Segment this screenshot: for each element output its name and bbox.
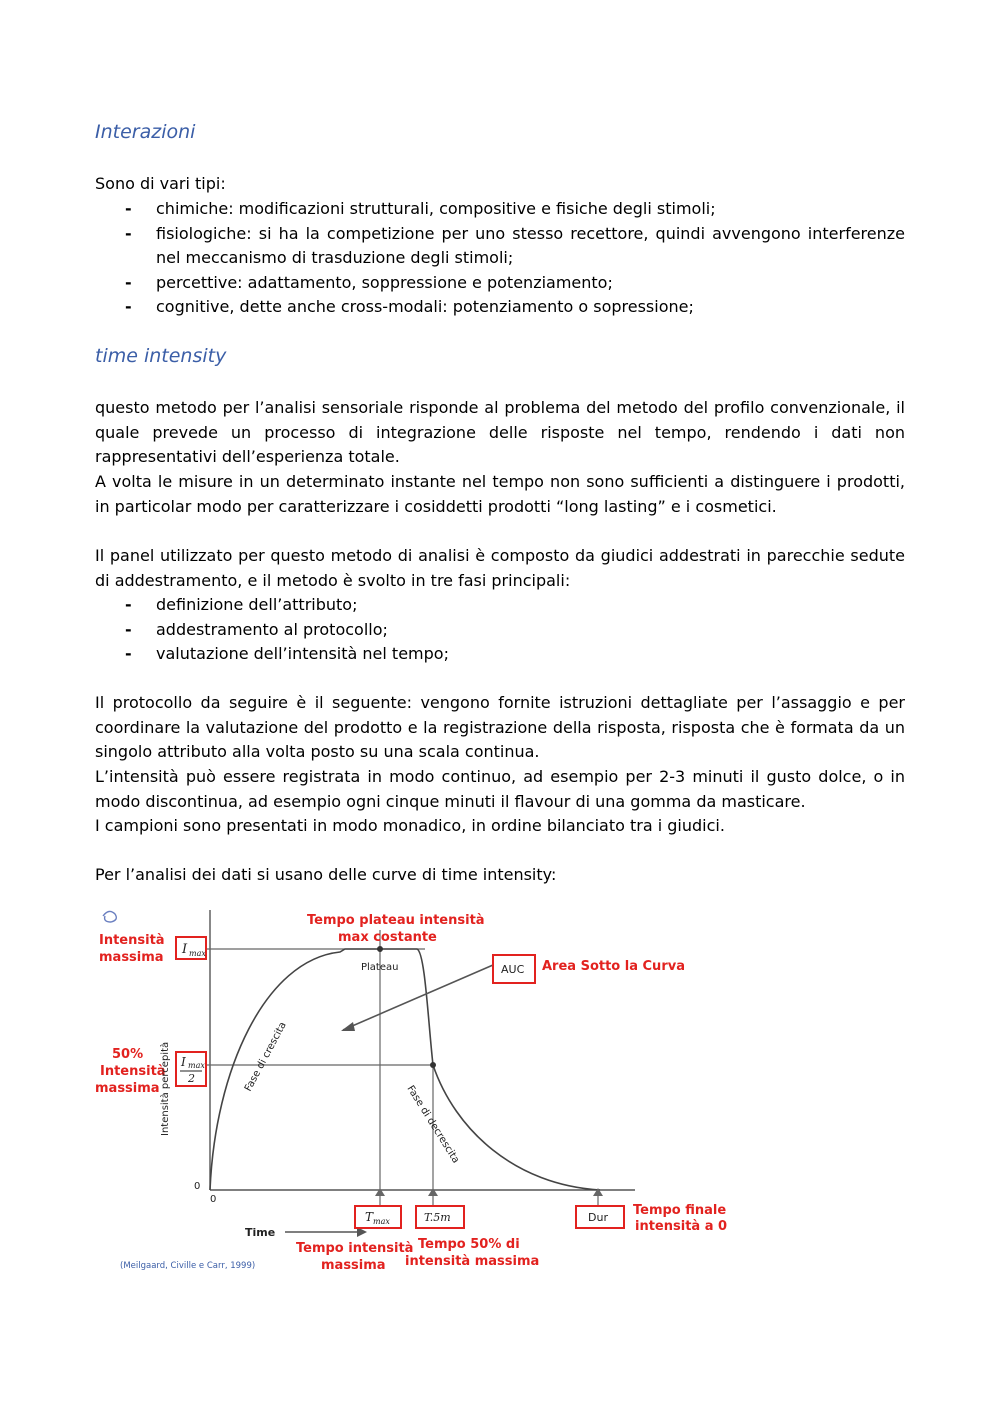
svg-text:max: max — [189, 949, 206, 958]
paragraph: L’intensità può essere registrata in modo continuo, ad esempio per 2-3 minuti il gusto dolce, o in modo discontinua, ad esempio ogni cinque minuti il flavour di una gomma da masticare. — [95, 767, 905, 811]
paragraph: Per l’analisi dei dati si usano delle curve di time intensity: — [95, 865, 557, 884]
svg-text:Intensità: Intensità — [100, 1064, 166, 1079]
svg-text:max costante: max costante — [338, 930, 437, 945]
time-label: Time — [245, 1226, 276, 1239]
list-item: - definizione dell’attributo; — [125, 595, 358, 614]
svg-text:intensità massima: intensità massima — [405, 1254, 540, 1269]
svg-text:max: max — [188, 1061, 205, 1070]
decay-phase-label: Fase di decrescita — [404, 1083, 462, 1166]
paragraph: Il protocollo da seguire è il seguente: vengono fornite istruzioni dettagliate per l’assaggio e per coordinare la valutazione del prodotto e la registrazione della risposta, risposta che è formata da un singolo attributo alla volta posto su una scala continua. — [95, 693, 905, 761]
list-item: - addestramento al protocollo; — [125, 619, 388, 639]
time-intensity-figure — [95, 900, 735, 1280]
t50-label: Tempo 50% di — [418, 1237, 520, 1252]
final-time-label: Tempo finale — [633, 1203, 727, 1218]
svg-text:0: 0 — [194, 1181, 201, 1192]
svg-text:AUC: AUC — [501, 963, 525, 976]
list-item: - percettive: adattamento, soppressione e potenziamento; — [125, 272, 613, 292]
list-item: - fisiologiche: si ha la competizione per uno stesso recettore, quindi avvengono interferenze nel meccanismo di trasduzione degli stimoli; — [125, 223, 905, 267]
section-title-interazioni: Interazioni — [95, 121, 196, 143]
svg-text:massima: massima — [95, 1081, 160, 1096]
intensity-curve — [210, 949, 600, 1190]
citation: (Meilgaard, Civille e Carr, 1999) — [120, 1261, 256, 1271]
auc-label: Area Sotto la Curva — [542, 959, 685, 974]
list-item: - valutazione dell’intensità nel tempo; — [125, 644, 449, 663]
plateau-label: Plateau — [361, 962, 399, 973]
svg-text:Dur: Dur — [588, 1211, 608, 1224]
svg-text:T.5m: T.5m — [424, 1211, 451, 1224]
section-title-time-intensity: time intensity — [95, 345, 227, 367]
half-imax-label: 50% — [112, 1047, 144, 1062]
svg-text:massima: massima — [99, 950, 164, 965]
rise-phase-label: Fase di crescita — [242, 1020, 289, 1094]
y-axis-label: Intensità percepità — [160, 1041, 171, 1136]
interactions-list — [95, 197, 905, 320]
tmax-label: Tempo intensità — [296, 1241, 414, 1256]
svg-text:massima: massima — [321, 1258, 386, 1273]
svg-text:max: max — [373, 1217, 390, 1226]
imax-box-label: I — [182, 942, 188, 957]
list-item: - cognitive, dette anche cross-modali: potenziamento o sopressione; — [125, 297, 694, 316]
svg-text:I: I — [181, 1055, 186, 1069]
intro-text: Sono di vari tipi: — [95, 174, 226, 193]
plateau-time-label: Tempo plateau intensità — [307, 913, 485, 928]
paragraph: A volta le misure in un determinato instante nel tempo non sono sufficienti a distinguere i prodotti, in particolar modo per caratterizzare i cosiddetti prodotti “long lasting” e i cosmetici. — [95, 472, 905, 516]
list-item: - chimiche: modificazioni strutturali, compositive e fisiche degli stimoli; — [125, 199, 716, 218]
paragraph: questo metodo per l’analisi sensoriale risponde al problema del metodo del profilo convenzionale, il quale prevede un processo di integrazione delle risposte nel tempo, rendendo i dati non rappresentativi dell’esperienza totale. — [95, 398, 905, 466]
logo-swirl-icon — [103, 911, 116, 922]
imax-label: Intensità — [99, 933, 165, 948]
phases-list — [95, 593, 905, 667]
time-intensity-diagram — [95, 900, 735, 1280]
svg-text:2: 2 — [188, 1072, 195, 1085]
paragraph: I campioni sono presentati in modo monadico, in ordine bilanciato tra i giudici. — [95, 816, 725, 835]
svg-text:0: 0 — [210, 1194, 217, 1205]
svg-text:intensità a 0: intensità a 0 — [635, 1219, 728, 1234]
paragraph: Il panel utilizzato per questo metodo di analisi è composto da giudici addestrati in parecchie sedute di addestramento, e il metodo è svolto in tre fasi principali: — [95, 546, 905, 590]
svg-text:T: T — [365, 1210, 374, 1224]
